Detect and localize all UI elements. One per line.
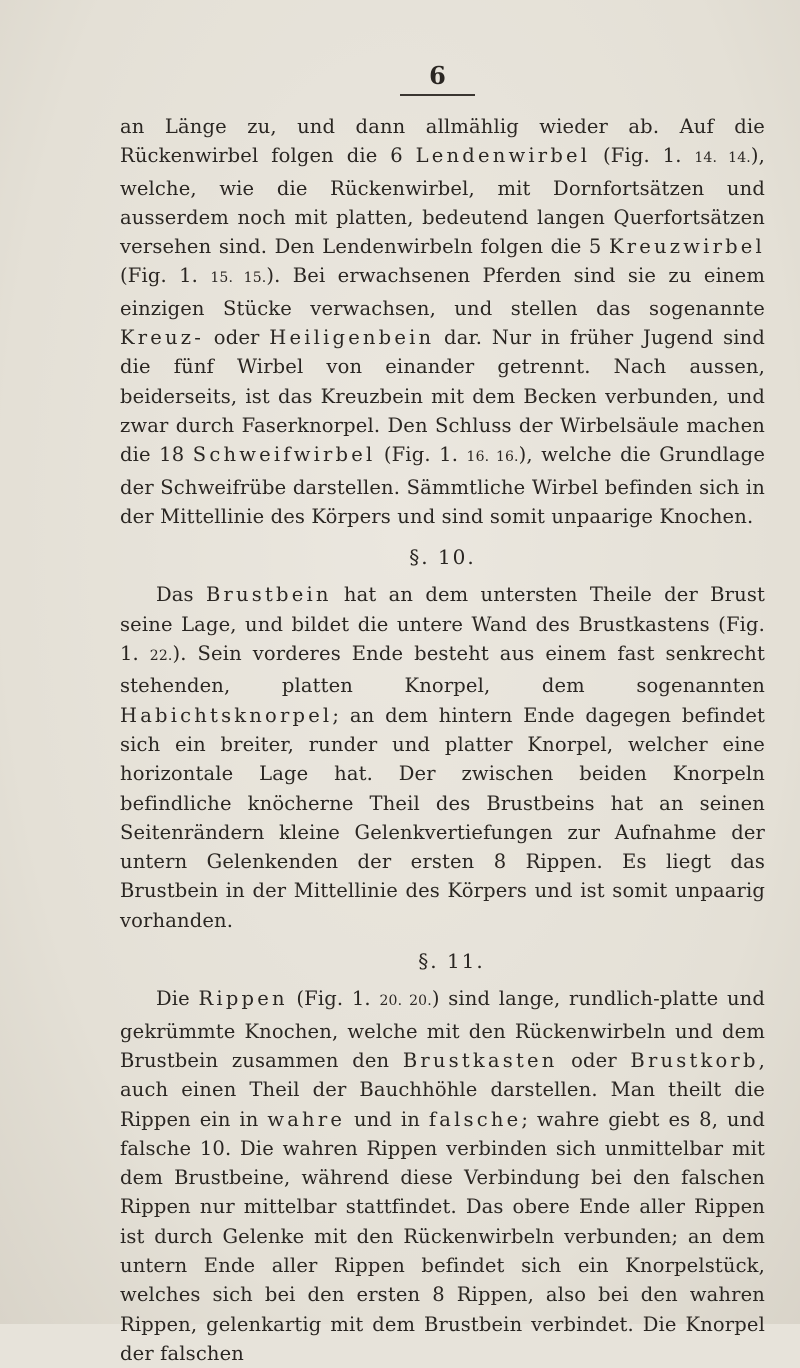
term-heiligenbein: Heiligenbein bbox=[269, 326, 435, 350]
figure-ref: 14. 14. bbox=[694, 150, 751, 167]
figure-ref: 15. 15. bbox=[210, 270, 267, 287]
figure-ref: 16. 16. bbox=[466, 449, 519, 466]
page-number-rule bbox=[400, 94, 475, 96]
text-run: hat an dem untersten Theile der Brust seine Lage, und bildet die untere Wand des Brustkastens (Fig. 1. bbox=[120, 583, 765, 666]
page-number: 6 bbox=[429, 61, 446, 90]
term-falsche: falsche bbox=[428, 1107, 522, 1131]
term-habichtsknorpel: Habichtsknorpel bbox=[120, 703, 333, 727]
term-brustkasten: Brustkasten bbox=[402, 1048, 558, 1072]
section-heading-11: §. 11. bbox=[418, 949, 485, 974]
text-run: ) sind lange, rundlich-platte und gekrümmte Knochen, welche mit den Rückenwirbeln und dem Brustbein zusammen den bbox=[120, 987, 765, 1072]
term-kreuz: Kreuz- bbox=[120, 326, 205, 350]
text-run: (Fig. 1. bbox=[120, 264, 211, 288]
text-run: ). Bei erwachsenen Pferden sind sie zu einem einzigen Stücke verwachsen, und stellen das sogenannte bbox=[120, 264, 765, 320]
term-lendenwirbel: Lendenwirbel bbox=[415, 144, 591, 168]
term-brustkorb: Brustkorb bbox=[630, 1048, 759, 1072]
text-run: (Fig. 1. bbox=[287, 987, 380, 1011]
text-run: dar. Nur in früher Jugend sind die fünf Wirbel von einander getrennt. Nach aussen, beiderseits, ist das Kreuzbein mit dem Becken verbunden, und zwar durch Faserknorpel. Den Schluss der Wirbelsäule machen die 18 bbox=[120, 326, 765, 467]
term-brustbein: Brustbein bbox=[205, 583, 332, 607]
text-run: ; wahre giebt es 8, und falsche 10. Die wahren Rippen verbinden sich unmittelbar mit dem Brustbeine, während diese Verbindung bei den falschen Rippen nur mittelbar stattfindet. Das obere Ende aller Rippen ist durch Gelenke mit den Rückenwirbeln verbunden; an dem untern Ende aller Rippen befindet sich ein Knorpelstück, welches sich bei den ersten 8 Rippen, also bei den wahren Rippen, gelenkartig mit dem Brustbein verbindet. Die Knorpel der falschen bbox=[120, 1107, 765, 1365]
text-run: ), welche, wie die Rückenwirbel, mit Dornfortsätzen und ausserdem noch mit platten, bedeutend langen Querfortsätzen versehen sind. Den Lendenwirbeln folgen die 5 bbox=[120, 144, 765, 259]
text-run: ; an dem hintern Ende dagegen befindet sich ein breiter, runder und platter Knorpel, welcher eine horizontale Lage hat. Der zwischen beiden Knorpeln befindliche knöcherne Theil des Brustbeins hat an seinen Seitenrändern kleine Gelenkvertiefungen zur Aufnahme der untern Gelenkenden der ersten 8 Rippen. Es liegt das Brustbein in der Mittellinie des Körpers und ist somit unpaarig vorhanden. bbox=[120, 703, 765, 932]
text-run: und in bbox=[345, 1107, 429, 1131]
paragraph-vertebrae bbox=[120, 112, 765, 531]
term-kreuzwirbel: Kreuzwirbel bbox=[609, 235, 765, 259]
text-run: (Fig. 1. bbox=[590, 144, 695, 168]
section-heading-10: §. 10. bbox=[409, 545, 476, 570]
text-run: oder bbox=[557, 1048, 631, 1072]
text-run: ). Sein vorderes Ende besteht aus einem fast senkrecht stehenden, platten Knorpel, dem sogenannten bbox=[120, 642, 765, 698]
term-rippen: Rippen bbox=[198, 987, 288, 1011]
text-run: Das bbox=[156, 583, 206, 607]
figure-ref: 20. 20. bbox=[379, 993, 432, 1010]
paragraph-ribs bbox=[120, 984, 765, 1368]
text-run: ), welche die Grundlage der Schweifrübe darstellen. Sämmtliche Wirbel befinden sich in der Mittellinie des Körpers und sind somit unpaarige Knochen. bbox=[120, 443, 766, 528]
term-wahre: wahre bbox=[267, 1107, 346, 1131]
text-run: oder bbox=[204, 326, 270, 350]
text-run: (Fig. 1. bbox=[375, 443, 467, 467]
text-run: , auch einen Theil der Bauchhöhle darstellen. Man theilt die Rippen ein in bbox=[120, 1048, 765, 1131]
text-run: Die bbox=[156, 987, 199, 1011]
figure-ref: 22. bbox=[149, 648, 173, 665]
text-run: an Länge zu, und dann allmählig wieder ab. Auf die Rückenwirbel folgen die 6 bbox=[120, 115, 765, 168]
paragraph-sternum bbox=[120, 580, 765, 935]
body-text bbox=[120, 112, 765, 1368]
term-schweifwirbel: Schweifwirbel bbox=[192, 443, 376, 467]
